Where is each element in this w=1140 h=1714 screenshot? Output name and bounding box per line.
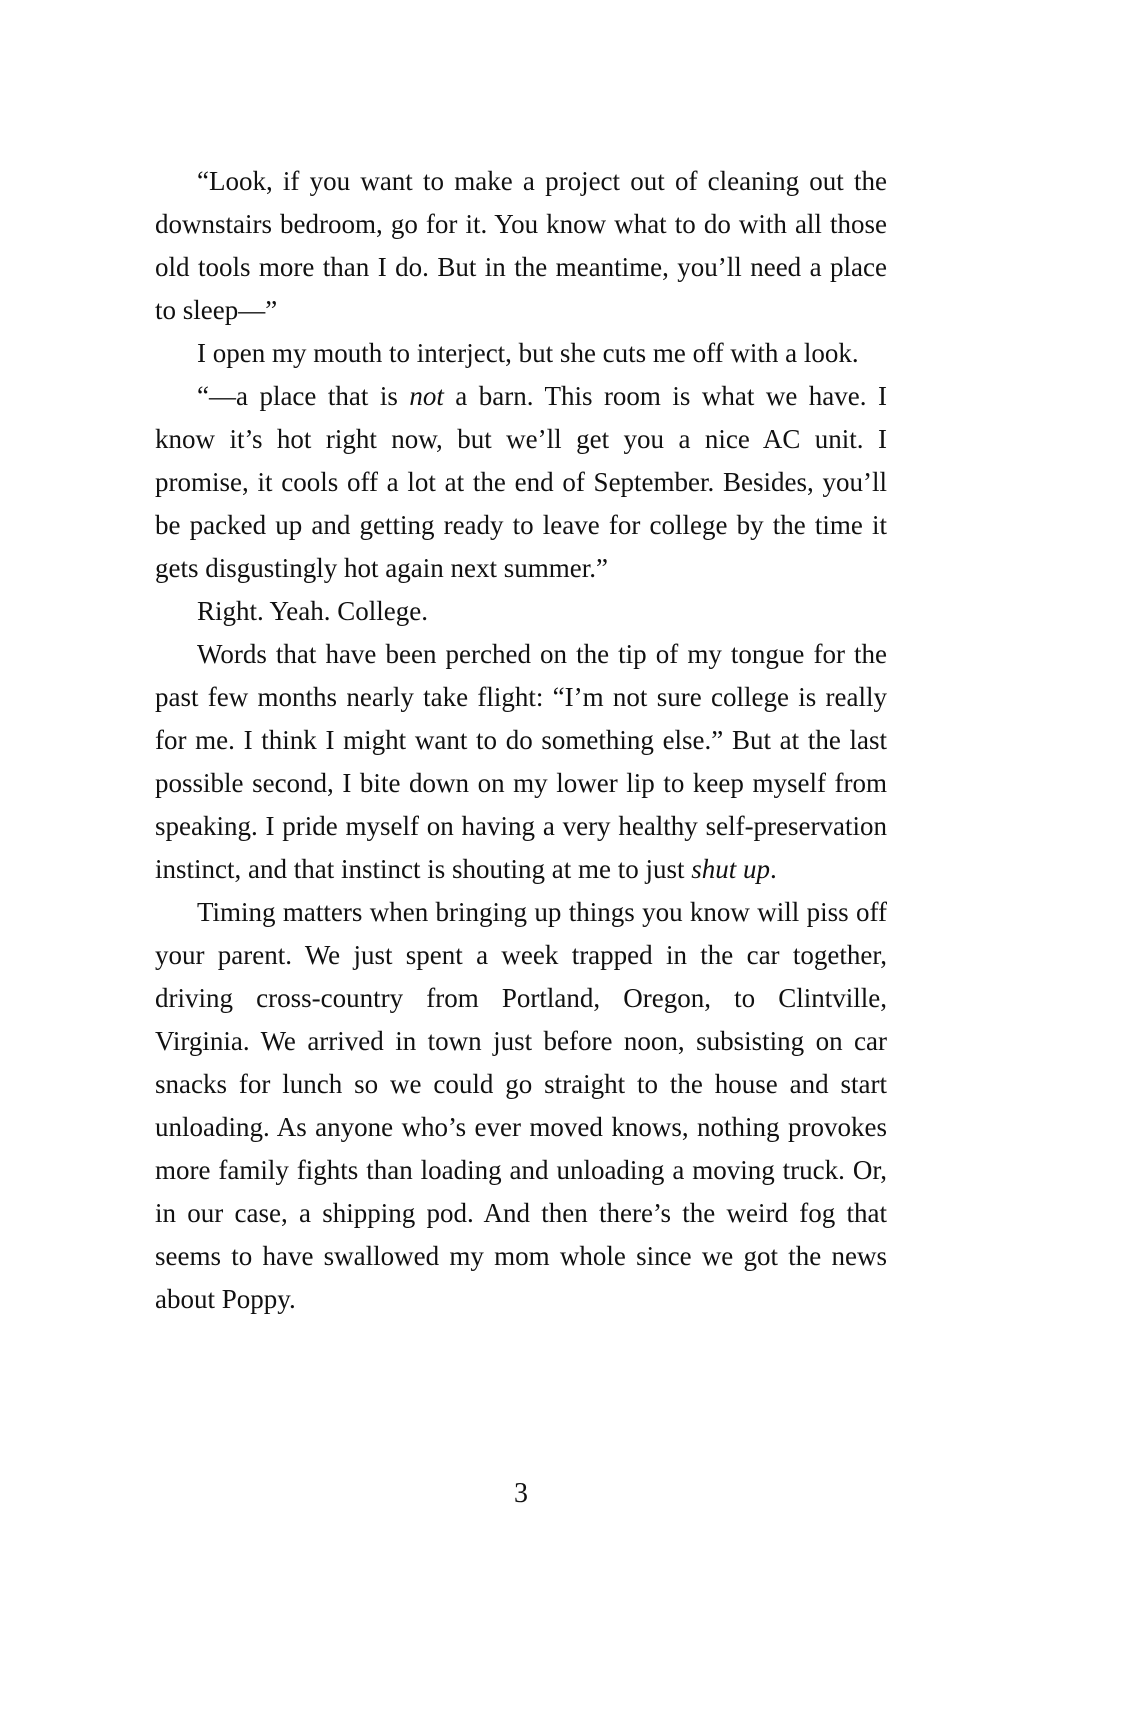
text-segment: Right. Yeah. College. — [197, 596, 429, 626]
text-segment: Timing matters when bringing up things you know will piss off your parent. We just spent a week trapped in the car together, driving cross-country from Portland, Oregon, to Clintville, Virginia. We arrived in town just before noon, subsisting on car snacks for lunch so we could go straight to the house and start unloading. As anyone who’s ever moved knows, nothing provokes more family fights than loading and unloading a moving truck. Or, in our case, a shipping pod. And then there’s the weird fog that seems to have swallowed my mom whole since we got the news about Poppy. — [155, 897, 887, 1314]
text-segment: . — [769, 854, 777, 884]
page-number: 3 — [514, 1478, 528, 1509]
italic-text-segment: not — [409, 381, 444, 411]
paragraph — [155, 332, 887, 375]
italic-text-segment: shut up — [691, 854, 770, 884]
paragraph — [155, 633, 887, 891]
paragraph — [155, 590, 887, 633]
text-segment: Words that have been perched on the tip of my tongue for the past few months nearly take flight: “I’m not sure college is really for me. I think I might want to do something else.” But at the last possible second, I bite down on my lower lip to keep myself from speaking. I pride myself on having a very healthy self-preservation instinct, and that instinct is shouting at me to just — [155, 639, 887, 884]
text-segment: “—a place that is — [197, 381, 410, 411]
text-segment: I open my mouth to interject, but she cuts me off with a look. — [197, 338, 859, 368]
paragraph — [155, 891, 887, 1321]
text-segment: a barn. This room is what we have. I know it’s hot right now, but we’ll get you a nice AC unit. I promise, it cools off a lot at the end of September. Besides, you’ll be packed up and getting ready to leave for college by the time it gets disgustingly hot again next summer.” — [155, 381, 887, 583]
paragraph — [155, 160, 887, 332]
paragraph — [155, 375, 887, 590]
text-segment: “Look, if you want to make a project out of cleaning out the downstairs bedroom, go for it. You know what to do with all those old tools more than I do. But in the meantime, you’ll need a place to sleep—” — [155, 166, 887, 325]
page-text — [155, 160, 887, 1321]
